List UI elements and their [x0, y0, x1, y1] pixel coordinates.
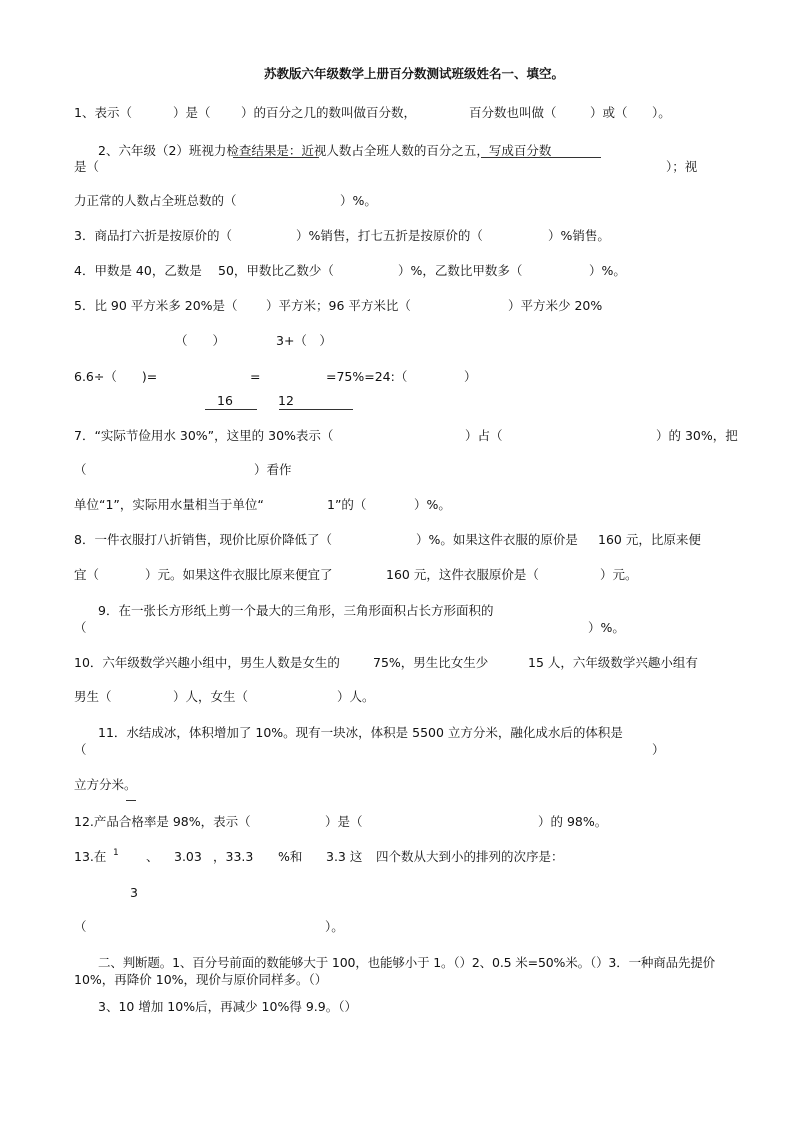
q12-c: ）的 98%。 — [538, 814, 608, 829]
q6-fraction-bar-1 — [205, 409, 257, 410]
q10-b: 75%，男生比女生少 — [373, 655, 489, 670]
q5-a: 5．比 90 平方米多 20%是（ — [74, 298, 238, 313]
q12-b: ）是（ — [325, 814, 363, 829]
tf-line-2: 10%，再降价 10%，现价与原价同样多。（） — [74, 972, 328, 987]
q1-c: ）的百分之几的数叫做百分数， — [241, 105, 417, 120]
q7-b: ）占（ — [465, 428, 503, 443]
q2-line1: 2、六年级（2）班视力检查结果是：近视人数占全班人数的百分之五，写成百分数 — [98, 143, 552, 158]
q1-e: ）或（ — [590, 105, 628, 120]
q2-underline-1 — [233, 157, 319, 158]
q3-b: ）%销售，打七五折是按原价的（ — [296, 228, 483, 243]
q13-i: ）。 — [325, 919, 344, 934]
q13-h: （ — [74, 919, 87, 934]
q6-numerator-1: （ ） — [175, 333, 226, 348]
q10-a: 10．六年级数学兴趣小组中，男生人数是女生的 — [74, 655, 340, 670]
q1-b: ）是（ — [173, 105, 211, 120]
q8-f: 160 元，这件衣服原价是（ — [386, 567, 539, 582]
q13-e: %和 — [278, 849, 303, 864]
q2-line1b: 是（ — [74, 159, 100, 174]
q7-f: 单位“1”，实际用水量相当于单位“ — [74, 497, 264, 512]
q5-c: ）平方米少 20% — [508, 298, 603, 313]
q8-g: ）元。 — [600, 567, 638, 582]
q7-c: ）的 30%，把 — [656, 428, 738, 443]
q11-c: ） — [652, 742, 665, 757]
q6-denominator-2: 12 — [278, 393, 294, 408]
q6-tail: =75%=24:（ — [326, 369, 408, 384]
q7-h: ）%。 — [414, 497, 451, 512]
q3-c: ）%销售。 — [548, 228, 610, 243]
q7-g: 1”的（ — [327, 497, 367, 512]
q9-c: ）%。 — [588, 620, 625, 635]
q10-f: ）人。 — [337, 689, 375, 704]
q8-b: ）%。如果这件衣服的原价是 — [416, 532, 578, 547]
q5-b: ）平方米；96 平方米比（ — [266, 298, 411, 313]
q13-c: 3.03 — [174, 849, 202, 864]
q6-tail-close: ） — [464, 369, 477, 384]
q8-a: 8．一件衣服打八折销售，现价比原价降低了（ — [74, 532, 332, 547]
q2-line1c: ）；视 — [666, 159, 698, 174]
q2-line2b: ）%。 — [340, 193, 377, 208]
q2-underline-2 — [481, 157, 601, 158]
q6-numerator-2: 3+（ ） — [276, 333, 332, 348]
q12-mark — [126, 800, 136, 801]
q4-c: ）%，乙数比甲数多（ — [398, 263, 523, 278]
q6-equals: = — [250, 369, 261, 384]
q13-g: 四个数从大到小的排列的次序是： — [376, 849, 564, 864]
q10-c: 15 人，六年级数学兴趣小组有 — [528, 655, 698, 670]
q7-a: 7．“实际节俭用水 30%”，这里的 30%表示（ — [74, 428, 334, 443]
q10-e: ）人，女生（ — [173, 689, 249, 704]
q7-e: ）看作 — [254, 462, 292, 477]
q8-c: 160 元，比原来便 — [598, 532, 701, 547]
tf-line-1: 二、判断题。1、百分号前面的数能够大于 100，也能够小于 1。（）2、0.5 米=50%米。（）3．一种商品先提价 — [98, 955, 716, 970]
q11-b: （ — [74, 742, 87, 757]
q6-fraction-bar-2 — [279, 409, 353, 410]
q4-b: 50，甲数比乙数少（ — [218, 263, 334, 278]
q13-sup: 1 — [113, 848, 119, 858]
q13-d: ，33.3 — [213, 849, 254, 864]
q1-a: 1、表示（ — [74, 105, 132, 120]
q13-b: 、 — [146, 849, 159, 864]
q12-a: 12.产品合格率是 98%，表示（ — [74, 814, 251, 829]
q11-a: 11．水结成冰，体积增加了 10%。现有一块冰，体积是 5500 立方分米，融化成水后的体积是 — [98, 725, 623, 740]
page-title: 苏教版六年级数学上册百分数测试班级姓名一、填空。 — [264, 66, 565, 81]
q13-denominator: 3 — [130, 885, 138, 900]
q9-b: （ — [74, 620, 87, 635]
q10-d: 男生（ — [74, 689, 112, 704]
q13-f: 3.3 这 — [326, 849, 363, 864]
q3-a: 3．商品打六折是按原价的（ — [74, 228, 232, 243]
q1-d: 百分数也叫做（ — [469, 105, 557, 120]
q8-e: ）元。如果这件衣服比原来便宜了 — [145, 567, 333, 582]
q8-d: 宜（ — [74, 567, 100, 582]
q1-f: ）。 — [652, 105, 671, 120]
q4-d: ）%。 — [589, 263, 626, 278]
q13-a: 13.在 — [74, 849, 107, 864]
q9-a: 9．在一张长方形纸上剪一个最大的三角形，三角形面积占长方形面积的 — [98, 603, 494, 618]
q2-line2: 力正常的人数占全班总数的（ — [74, 193, 237, 208]
q4-a: 4．甲数是 40，乙数是 — [74, 263, 202, 278]
tf-line-3: 3、10 增加 10%后，再减少 10%得 9.9。（） — [98, 999, 357, 1014]
q6-main: 6.6÷（ )= — [74, 369, 158, 384]
q7-d: （ — [74, 462, 87, 477]
q6-denominator-1: 16 — [217, 393, 233, 408]
q11-d: 立方分米。 — [74, 777, 137, 792]
